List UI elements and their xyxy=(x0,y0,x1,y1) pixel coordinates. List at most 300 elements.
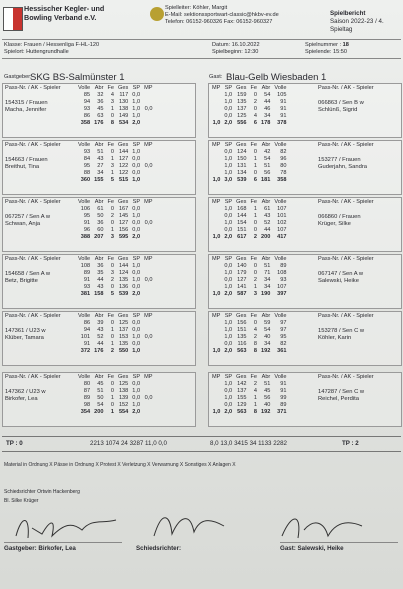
cell: 1 xyxy=(253,284,257,290)
table-row xyxy=(210,206,288,213)
referee-note: Schiedsrichter Ortwin Hackenberg xyxy=(4,489,80,495)
cell xyxy=(142,120,154,127)
cell: 2 xyxy=(253,334,257,340)
cell: 200 xyxy=(260,234,271,240)
cell: 155 xyxy=(237,395,247,401)
cell: 0,0 xyxy=(132,327,141,333)
cell: 88 xyxy=(83,170,91,176)
cell: 1,0 xyxy=(132,402,141,408)
cell: 135 xyxy=(118,277,129,283)
cell: 358 xyxy=(277,177,287,183)
cell xyxy=(210,263,222,270)
cell: 131 xyxy=(237,163,247,169)
cell: 84 xyxy=(83,156,91,162)
cell: 135 xyxy=(118,341,129,347)
col-header: Volle xyxy=(78,256,91,262)
cell xyxy=(142,270,154,277)
cell: 43 xyxy=(97,284,104,290)
cell: 0,0 xyxy=(132,270,141,276)
cell xyxy=(142,206,154,213)
sum-row xyxy=(210,409,288,416)
cell: 44 xyxy=(264,227,271,233)
table-header xyxy=(210,313,288,320)
cell: 98 xyxy=(83,402,91,408)
cell: 167 xyxy=(118,206,129,212)
class-info xyxy=(4,42,99,56)
table-row xyxy=(76,149,154,156)
col-header: Volle xyxy=(78,374,91,380)
cell: 0 xyxy=(253,263,257,269)
score-table xyxy=(210,85,288,127)
cell xyxy=(210,106,222,113)
cell: 0,0 xyxy=(132,395,141,401)
cell: 2,0 xyxy=(224,234,233,240)
sig-line xyxy=(280,542,398,543)
pass-header: Pass-Nr. / AK - Spieler xyxy=(318,142,374,148)
cell: 4 xyxy=(253,388,257,394)
table-row xyxy=(76,227,154,234)
cell: 1 xyxy=(110,327,115,333)
cell: 52 xyxy=(264,220,271,226)
player-name: Salewski, Heike xyxy=(318,278,359,284)
table-header xyxy=(210,142,288,149)
cell: 94 xyxy=(83,327,91,333)
table-row xyxy=(76,327,154,334)
table-row xyxy=(210,213,288,220)
game-no-label: Spielnummer : xyxy=(305,42,342,48)
divider xyxy=(2,39,401,40)
table-header xyxy=(76,374,154,381)
cell: 36 xyxy=(97,99,104,105)
player-name: Klüber, Tamara xyxy=(5,335,44,341)
col-header: Volle xyxy=(274,313,287,319)
col-header: Ges xyxy=(236,313,247,319)
cell xyxy=(210,381,222,388)
cell: 80 xyxy=(280,163,287,169)
cell: 1,0 xyxy=(224,163,233,169)
score-table xyxy=(210,313,288,355)
cell: 86 xyxy=(83,113,91,119)
cell xyxy=(210,277,222,284)
col-header: Ges xyxy=(236,85,247,91)
player-pass: 154658 / Sen A w xyxy=(5,271,51,277)
sum-row xyxy=(210,120,288,127)
player-pass: 153277 / Frauen xyxy=(318,157,361,163)
cell: 0 xyxy=(110,402,115,408)
table-header xyxy=(210,256,288,263)
cell xyxy=(142,388,154,395)
cell: 1,0 xyxy=(132,106,141,112)
table-row xyxy=(210,381,288,388)
game-info xyxy=(305,42,349,56)
cell: 595 xyxy=(118,234,129,240)
cell: 0,0 xyxy=(132,170,141,176)
cell: 135 xyxy=(237,99,247,105)
col-header: Volle xyxy=(78,313,91,319)
cell: 207 xyxy=(94,234,104,240)
col-header: Ges xyxy=(118,256,129,262)
cell: 1,0 xyxy=(224,327,233,333)
col-header: Ges xyxy=(118,142,129,148)
cell: 91 xyxy=(83,220,91,226)
cell: 82 xyxy=(280,341,287,347)
player-pass: 067147 / Sen A w xyxy=(318,271,364,277)
score-table xyxy=(76,313,154,355)
cell: 1,0 xyxy=(132,277,141,283)
cell: 0,0 xyxy=(144,163,153,169)
cell xyxy=(142,263,154,270)
cell: 40 xyxy=(264,334,271,340)
home-totals: 2213 1074 24 3287 11,0 0,0 xyxy=(90,440,167,447)
cell: 360 xyxy=(80,177,91,183)
cell: 144 xyxy=(118,149,129,155)
pass-header: Pass-Nr. / AK - Spieler xyxy=(318,85,374,91)
pass-header: Pass-Nr. / AK - Spieler xyxy=(318,199,374,205)
cell: 56 xyxy=(264,395,271,401)
col-header: MP xyxy=(212,374,221,380)
cell: 534 xyxy=(118,120,129,126)
cell: 550 xyxy=(118,348,129,354)
table-row xyxy=(210,327,288,334)
cell: 378 xyxy=(277,120,287,126)
cell: 95 xyxy=(280,334,287,340)
cell xyxy=(142,99,154,106)
cell: 3,0 xyxy=(224,177,233,183)
cell: 587 xyxy=(237,291,247,297)
tp-home: TP : 0 xyxy=(6,440,23,447)
cell: 0,0 xyxy=(224,341,233,347)
cell: 156 xyxy=(237,320,247,326)
col-header: SP xyxy=(224,142,233,148)
cell: 116 xyxy=(237,341,247,347)
cell: 61 xyxy=(97,206,104,212)
cell: 96 xyxy=(280,156,287,162)
table-row xyxy=(210,163,288,170)
cell: 136 xyxy=(118,284,129,290)
cell: 1 xyxy=(253,402,257,408)
cell: 1,0 xyxy=(224,395,233,401)
sum-row xyxy=(76,177,154,184)
cell: 1 xyxy=(110,156,115,162)
cell: 1 xyxy=(253,156,257,162)
cell xyxy=(210,395,222,402)
cell: 1 xyxy=(110,106,115,112)
cell: 5 xyxy=(110,291,115,297)
col-header: SP xyxy=(224,374,233,380)
player-pass: 153278 / Sen C w xyxy=(318,328,365,334)
cell: 0 xyxy=(110,381,115,387)
cell: 0 xyxy=(110,113,115,119)
cell: 105 xyxy=(277,92,287,98)
table-header xyxy=(76,142,154,149)
cell: 2,0 xyxy=(132,120,141,126)
cell: 6 xyxy=(253,177,257,183)
cell: 0,0 xyxy=(132,92,141,98)
sum-row xyxy=(210,291,288,298)
pass-header: Pass-Nr. / AK - Spieler xyxy=(5,142,61,148)
cell: 1 xyxy=(110,409,115,415)
cell xyxy=(142,149,154,156)
home-label: Gastgeber: xyxy=(4,74,32,80)
pass-header: Pass-Nr. / AK - Spieler xyxy=(5,256,61,262)
cell: 34 xyxy=(264,341,271,347)
cell: 27 xyxy=(97,163,104,169)
venue-text: Spielort: Huttengrundhalle xyxy=(4,49,69,55)
table-row xyxy=(76,263,154,270)
cell: 106 xyxy=(80,206,91,212)
cell: 149 xyxy=(118,113,129,119)
cell xyxy=(142,177,154,184)
cell: 2 xyxy=(110,213,115,219)
player-pass: 067257 / Sen A w xyxy=(5,214,51,220)
anniversary-badge-icon xyxy=(150,7,164,21)
cell: 1 xyxy=(253,213,257,219)
cell: 36 xyxy=(97,263,104,269)
table-row xyxy=(210,227,288,234)
cell: 563 xyxy=(237,409,247,415)
cell: 0 xyxy=(110,284,115,290)
cell: 2 xyxy=(253,381,257,387)
cell: 1 xyxy=(110,170,115,176)
cell: 96 xyxy=(83,227,91,233)
cell: 124 xyxy=(118,270,129,276)
cell: 358 xyxy=(80,120,91,126)
cell: 1 xyxy=(253,395,257,401)
pass-header: Pass-Nr. / AK - Spieler xyxy=(5,374,61,380)
cell: 181 xyxy=(260,177,271,183)
pass-header: Pass-Nr. / AK - Spieler xyxy=(318,313,374,319)
table-row xyxy=(210,402,288,409)
cell: 97 xyxy=(280,327,287,333)
cell: 95 xyxy=(83,163,91,169)
cell: 94 xyxy=(83,99,91,105)
cell xyxy=(142,92,154,99)
cell xyxy=(210,220,222,227)
cell: 1 xyxy=(110,395,115,401)
cell: 0 xyxy=(253,220,257,226)
cell: 54 xyxy=(264,92,271,98)
host-signer: Gastgeber: Birkofer, Lea xyxy=(4,545,76,552)
col-header: SP xyxy=(224,85,233,91)
cell xyxy=(210,163,222,170)
cell: 8 xyxy=(253,409,257,415)
table-row xyxy=(76,277,154,284)
score-table xyxy=(76,85,154,127)
col-header: Ges xyxy=(236,256,247,262)
col-header: Abr xyxy=(94,374,104,380)
cell: 91 xyxy=(280,388,287,394)
table-row xyxy=(76,395,154,402)
cell: 1,0 xyxy=(224,320,233,326)
contact-block xyxy=(165,5,279,26)
referee-signature xyxy=(150,508,230,542)
col-header: Ges xyxy=(118,85,129,91)
cell: 43 xyxy=(264,213,271,219)
player-name: Macha, Jennifer xyxy=(5,107,47,113)
table-row xyxy=(76,113,154,120)
col-header: Volle xyxy=(78,85,91,91)
cell: 0,0 xyxy=(132,206,141,212)
end-text: Spielende: 15:50 xyxy=(305,49,347,55)
cell: 153 xyxy=(118,334,129,340)
pass-header: Pass-Nr. / AK - Spieler xyxy=(318,374,374,380)
col-header: SP xyxy=(132,313,141,319)
cell: 1,0 xyxy=(132,213,141,219)
cell: 89 xyxy=(280,402,287,408)
table-header xyxy=(76,85,154,92)
cell xyxy=(142,234,154,241)
cell: 176 xyxy=(94,348,104,354)
table-row xyxy=(210,92,288,99)
col-header: Abr xyxy=(94,85,104,91)
table-row xyxy=(76,206,154,213)
cell: 45 xyxy=(97,381,104,387)
cell xyxy=(210,402,222,409)
cell: 45 xyxy=(264,388,271,394)
cell: 0,0 xyxy=(224,113,233,119)
table-row xyxy=(76,388,154,395)
cell: 1,0 xyxy=(224,170,233,176)
pass-header: Pass-Nr. / AK - Spieler xyxy=(5,85,61,91)
cell: 5 xyxy=(110,177,115,183)
col-header: Ges xyxy=(118,374,129,380)
pass-header: Pass-Nr. / AK - Spieler xyxy=(5,313,61,319)
sum-row xyxy=(210,348,288,355)
cell: 34 xyxy=(97,170,104,176)
player-pass: 154663 / Frauen xyxy=(5,157,48,163)
cell: 54 xyxy=(264,156,271,162)
cell: 1,0 xyxy=(132,348,141,354)
cell: 117 xyxy=(119,92,129,98)
cell: 151 xyxy=(237,227,247,233)
cell xyxy=(210,270,222,277)
cell: 102 xyxy=(277,220,287,226)
player-name: Birkofer, Lea xyxy=(5,396,38,402)
cell: 0,0 xyxy=(132,227,141,233)
cell: 0,0 xyxy=(144,277,153,283)
cell: 1,0 xyxy=(132,334,141,340)
cell: 0,0 xyxy=(132,163,141,169)
player-name: Breithut, Tina xyxy=(5,164,40,170)
cell: 51 xyxy=(97,149,104,155)
guest-signature xyxy=(278,510,368,542)
table-row xyxy=(210,220,288,227)
col-header: Fe xyxy=(107,142,115,148)
player-pass: 147361 / U23 w xyxy=(5,328,46,334)
cell: 1,0 xyxy=(132,149,141,155)
cell: 0,0 xyxy=(224,388,233,394)
col-header: Volle xyxy=(274,374,287,380)
cell: 0,0 xyxy=(224,106,233,112)
cell: 0,0 xyxy=(132,156,141,162)
cell: 1,0 xyxy=(224,334,233,340)
cell: 168 xyxy=(237,206,247,212)
org-line2: Bowling Verband e.V. xyxy=(24,12,97,22)
table-row xyxy=(76,284,154,291)
guest-label: Gast: xyxy=(209,74,223,80)
cell: 0,0 xyxy=(224,263,233,269)
score-table xyxy=(76,256,154,298)
sum-row xyxy=(210,177,288,184)
col-header: MP xyxy=(144,256,153,262)
cell xyxy=(210,92,222,99)
cell: 1 xyxy=(110,341,115,347)
cell xyxy=(210,320,222,327)
cell: 87 xyxy=(83,388,91,394)
cell xyxy=(210,334,222,341)
cell: 125 xyxy=(118,381,129,387)
table-row xyxy=(210,99,288,106)
cell: 2 xyxy=(110,348,115,354)
score-table xyxy=(210,374,288,416)
cell: 152 xyxy=(118,402,129,408)
date-info xyxy=(212,42,260,56)
cell: 2 xyxy=(110,277,115,283)
cell: 35 xyxy=(97,270,104,276)
sum-row xyxy=(76,348,154,355)
cell: 0,0 xyxy=(132,220,141,226)
col-header: Abr xyxy=(94,199,104,205)
cell: 372 xyxy=(80,348,91,354)
col-header: Abr xyxy=(94,256,104,262)
table-row xyxy=(210,334,288,341)
cell: 91 xyxy=(280,99,287,105)
cell: 0 xyxy=(253,106,257,112)
table-row xyxy=(76,156,154,163)
cell: 93 xyxy=(280,277,287,283)
table-row xyxy=(210,388,288,395)
start-text: Spielbeginn: 12:30 xyxy=(212,49,259,55)
cell: 0 xyxy=(253,227,257,233)
col-header: Abr xyxy=(261,374,271,380)
cell: 155 xyxy=(94,177,104,183)
cell: 154 xyxy=(237,220,247,226)
cell: 192 xyxy=(260,409,271,415)
cell: 3 xyxy=(110,99,115,105)
cell: 179 xyxy=(237,270,247,276)
cell: 2,0 xyxy=(132,234,141,240)
player-name: Krüger, Silke xyxy=(318,221,351,227)
cell: 78 xyxy=(280,170,287,176)
col-header: Fe xyxy=(250,256,257,262)
cell: 51 xyxy=(264,163,271,169)
cell: 54 xyxy=(264,327,271,333)
cell: 176 xyxy=(94,120,104,126)
cell: 82 xyxy=(280,149,287,155)
cell xyxy=(210,284,222,291)
cell: 71 xyxy=(264,270,271,276)
cell: 45 xyxy=(97,106,104,112)
cell: 0,0 xyxy=(224,213,233,219)
cell: 554 xyxy=(118,409,129,415)
col-header: Ges xyxy=(118,313,129,319)
col-header: Volle xyxy=(78,199,91,205)
guest-signer: Gast: Salewski, Heike xyxy=(280,545,344,552)
cell: 107 xyxy=(277,206,287,212)
date-text: Datum: 16.10.2022 xyxy=(212,42,260,48)
cell: 556 xyxy=(237,120,247,126)
cell: 178 xyxy=(260,120,271,126)
table-row xyxy=(76,220,154,227)
cell: 129 xyxy=(237,402,247,408)
col-header: Ges xyxy=(236,142,247,148)
cell: 2 xyxy=(253,277,257,283)
cell: 40 xyxy=(264,402,271,408)
cell: 86 xyxy=(83,320,91,326)
cell: 89 xyxy=(83,395,91,401)
cell xyxy=(142,213,154,220)
cell: 51 xyxy=(97,388,104,394)
